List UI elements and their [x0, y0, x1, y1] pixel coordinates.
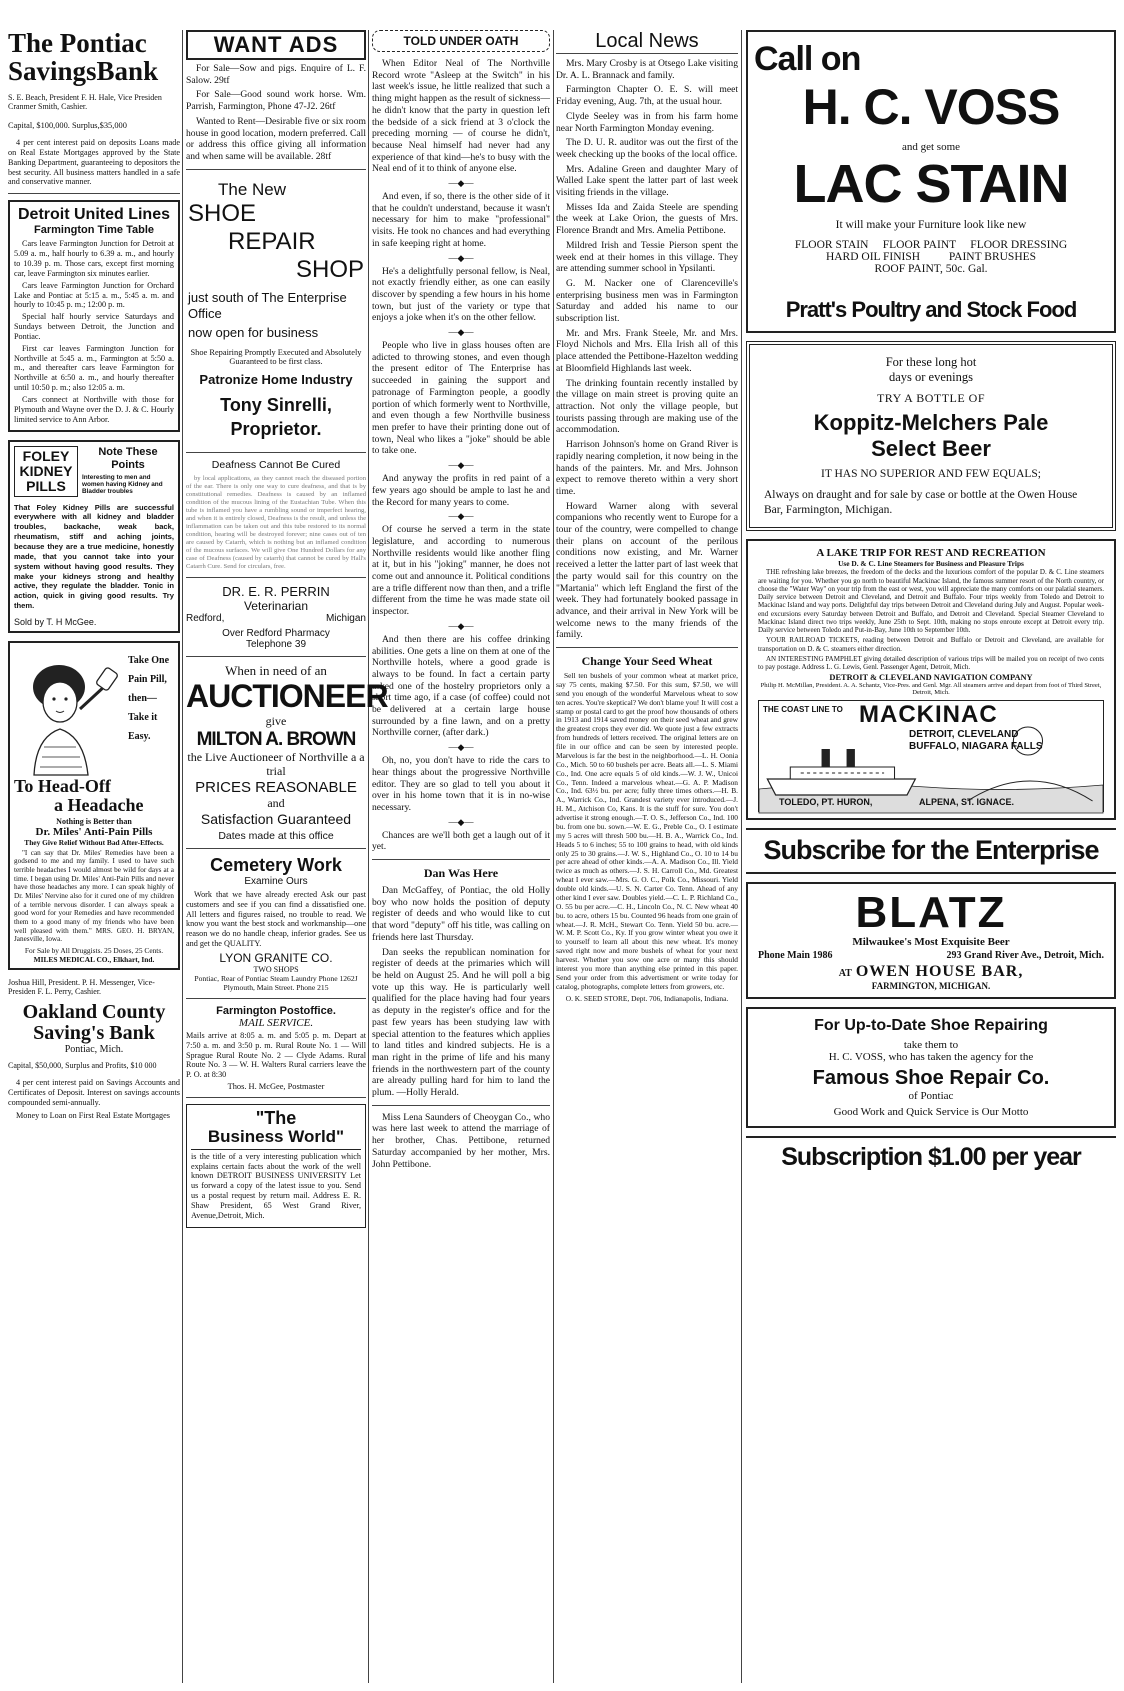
news-item-7: Mildred Irish and Tessie Pierson spent the week end at their homes in this village. They are attending summer school in Ypsilanti.: [556, 239, 738, 275]
ornament-divider: —◆—: [448, 742, 474, 753]
dul-text-4: First car leaves Farmington Junction for Northville at 5:45 a. m., Farmington at 5:50 a. m., and thereafter cars leave Farmington for Northville at 6:50 a. m., and hourly thereafter until 10:50 p. m.; also 12:05 a. m.: [14, 343, 174, 393]
blatz-house: OWEN HOUSE BAR,: [855, 963, 1024, 981]
news-item-10: The drinking fountain recently installed by the village on main street is proving quite an attraction. Not only the village people, but tourists passing through are making use of the accommodation.: [556, 377, 738, 436]
told-under-oath-title: TOLD UNDER OATH: [372, 30, 550, 52]
dan-p1: Dan McGaffey, of Pontiac, the old Holly boy who now holds the position of deputy register of deeds and who would like to cut that word "deputy" off his title, was calling on friends here last Thursday.: [372, 885, 550, 943]
oak-officers: Joshua Hill, President. P. H. Messenger, Vice-Presiden F. L. Perry, Cashier.: [8, 977, 155, 996]
dan-title: Dan Was Here: [423, 866, 499, 881]
perrin-name: DR. E. R. PERRIN: [222, 584, 330, 600]
steamer-illustration: [758, 700, 1104, 812]
bank-name: The Pontiac SavingsBank: [8, 28, 159, 86]
blatz-phone: Phone Main 1986: [758, 950, 833, 962]
want-ad-2: For Sale—Good sound work horse. Wm. Parrish, Farmington, Phone 47-J2. 26tf: [186, 89, 366, 113]
foley-small: Interesting to men and women having Kidney and Bladder troubles: [82, 473, 163, 495]
voss-list-1: FLOOR STAIN FLOOR PAINT FLOOR DRESSING: [794, 238, 1068, 251]
news-item-6: Misses Ida and Zaida Steele are spending the week at Lake Orion, the guests of Mrs. Florence Brandt and Mrs. Amelia Pettibone.: [556, 201, 738, 237]
auctioneer-ad: [186, 663, 388, 842]
bw-title: Business World": [191, 1128, 361, 1150]
oak-town: Pontiac, Mich.: [64, 1043, 124, 1055]
postoffice-notice: [186, 1005, 366, 1091]
cem-addr-1: Pontiac, Rear of Pontiac Steam Laundry Phone 1262J: [194, 973, 358, 983]
rep-head: For Up-to-Date Shoe Repairing: [814, 1017, 1048, 1035]
shoe-line-3: SHOP: [295, 255, 364, 283]
dul-timetable-ad: [8, 200, 180, 432]
deaf-title: Deafness Cannot Be Cured: [211, 458, 341, 471]
local-news-title: Local News: [556, 30, 738, 54]
miles-product-name: Dr. Miles' Anti-Pain Pills: [35, 825, 153, 838]
dul-text-2: Cars leave Farmington Junction for Orchard Lake and Pontiac at 5:15 a. m., 5:45 a. m. and hourly to 10:45 p. m.; 12:00 p. m.: [14, 280, 174, 310]
oakland-bank-ad: [8, 978, 180, 1121]
po-text: Mails arrive at 8:05 a. m. and 5:05 p. m. Depart at 7:50 a. m. and 3:50 p. m. Rural Route No. 1 — Will Sprague Rural Route No. 2 — Clyde Adams. Rural Route No. 3 — W. H. Walters Rural carriers leave the P. O. at 8:30: [186, 1030, 366, 1080]
oath-p3: He's a delightfully personal fellow, is Neal, not exactly friendly either, as one can easily discover by spending a few hours in his home town, but just of the variety or type that enjoys a joke when it's on the other fellow.: [372, 265, 550, 324]
po-sign: Thos. H. McGee, Postmaster: [227, 1082, 325, 1092]
po-subtitle: MAIL SERVICE.: [238, 1016, 314, 1029]
oath-p1: When Editor Neal of The Northville Record wrote "Asleep at the Switch" in his last week's issue, he little realized that such a thing might happen as the result of sickness—he didn't know that the party in question left the bedside of a sick friend at 3 o'clock the preceding morning — of course he didn't, because Neal himself had never had any experience of that kind—he's to busy with the Neal end of it to think of anyone else.: [372, 58, 550, 175]
auc-dates: Dates made at this office: [218, 829, 334, 842]
lake-mackinac: MACKINAC: [859, 701, 998, 729]
blatz-contact: [758, 950, 1104, 961]
voss-stain: LAC STAIN: [793, 153, 1069, 214]
column-5: [746, 30, 1116, 1683]
beer-line-1: For these long hot: [885, 354, 977, 369]
voss-get: and get some: [901, 140, 961, 153]
want-ad-3: Wanted to Rent—Desirable five or six room house in good location, modern preferred. Call or address this office giving all information and when same will be available. 28tf: [186, 115, 366, 162]
auc-big: AUCTIONEER: [186, 678, 388, 715]
lake-cities-3: TOLEDO, PT. HURON,: [779, 797, 873, 808]
shoe-small: Shoe Repairing Promptly Executed and Absolutely Guaranteed to be first class.: [190, 348, 362, 367]
news-item-12: Howard Warner along with several companions who recently went to Europe for a tour of the country, were compelled to change their plans on account of the perilous conditions now existing, and Mr. Warner received a letter the latter part of last week that the party would sail for this country on the "Martania" which left England the first of the week. They had fortunately booked passage in advance, and their arrival in New York will be welcome news to the many friends of the family.: [556, 500, 738, 641]
news-item-4: The D. U. R. auditor was out the first of the week checking up the books of the local office.: [556, 137, 738, 160]
ornament-divider: —◆—: [448, 178, 474, 189]
pontiac-bank-ad: [8, 30, 180, 187]
seed-text: Sell ten bushels of your common wheat at market price, say 75 cents, making $7.50. For this sum, $7.50, we will send you enough of the wonderful Marvelous wheat to sow ten acres. You're skeptical? We don't blame you! It will cost a stamp or postal card to get the proof how thousands of others in 1913 and 1914 saved money on their seed wheat and grew the greatest crops they ever did. We quote just a few extracts from hundreds of letters received. The original letters are on file in our office and can be seen by interested people. Marvelous is far the best in the neighborhood.—L. H. Oonia Co., Mich. 50 to 60 bushels per acre. Beats all.—L. S. Miami Co., Ind. One acre equals 5 of old kinds.—W. J. W., Unicoi Co., Tenn. Indeed a marvelous wheat.—G. A. P. Madison Co., Ind. 63½ bu. per acre; fully three times others.—H. B. A., Warrick Co., Ind. Grandest variety ever introduced.—J. H. M., Atchison Co, Kans. It is the stuff for sure. You don't advertise it strong enough.—T. O. S., Jefferson Co., Ind. 100 bu. from one bu. sown.—W. E. G., Preble Co., O. I estimate my 5 acres will thresh 500 bu.—H. B. A., Warrick Co., Ind. Heads 5 to 6 inches; 55 to 100 grains to head, with old kinds only 25 to 30 grains.—J. W. S., Highland Co., O. 10 to 14 bu per acre ahead of other kinds.—A. A. Madison Co., Ill. Yield twice as much as others.—J. S. H. Carroll Co., Md. Greatest wheat I ever saw.—Mrs. G. O. C., Polk Co., Missouri. Yield double old kinds.—U. S. N. Carter Co. Tenn. Ahead of any other kind I ever saw. Doubles yield.—C. L. P. Richland Co., O. 55 bu per acre.—C. H., Lincoln Co., N. C. New wheat 40 bu. to acre, others 15 bu. Counted 96 heads from one grain of wheat.—J. R. McH., Stewart Co. Tenn. Yield 50 bu. acre.—W. M. P. Scott Co., Ky. If you grow winter wheat you owe it to yourself to learn all about this new wheat. It's money saved right now and more bushels of wheat for your next harvest. Whether you sow one acre or many this should interest you more than anything else printed in this paper. Send your order from this advertisment or write today for catalog, photographs, complete letters from growers, etc.: [556, 671, 738, 991]
rep-take: take them to: [903, 1039, 959, 1052]
news-item-2: Farmington Chapter O. E. S. will meet Friday evening, Aug. 7th, at the usual hour.: [556, 84, 738, 108]
lake-pamphlet: AN INTERESTING PAMPHLET giving detailed description of various trips will be mailed you on receipt of two cents to pay postage. Address L. G. Lewis, Genl. Passenger Agent, Detroit, Mich.: [758, 654, 1104, 672]
ornament-divider: —◆—: [448, 252, 474, 263]
ornament-divider: —◆—: [448, 816, 474, 827]
blatz-ad: [746, 882, 1116, 999]
column-1: [8, 30, 180, 1683]
news-item-9: Mr. and Mrs. Frank Steele, Mr. and Mrs. Floyd Nichols and Mrs. Ella Irish all of this place attended the Pettibone-Hazelton wedding at Bloomfield Highlands last week.: [556, 327, 738, 374]
dul-text-3: Special half hourly service Saturdays and Sundays between Detroit, the Junction and Pontiac.: [14, 312, 174, 341]
woman-portrait-illustration: [14, 647, 124, 777]
rep-famous: Famous Shoe Repair Co.: [812, 1067, 1050, 1090]
oath-p2: And even, if so, there is the other side of it that he couldn't understand, because it wasn't necessary for him to make "professional" visits. He took no chances and had everything in safe keeping right at home.: [372, 191, 550, 249]
oath-p9: Chances are we'll both get a laugh out of it yet.: [372, 829, 550, 853]
voss-make: It will make your Furniture look like new: [835, 218, 1027, 231]
bank-text: 4 per cent interest paid on deposits Loans made on Real Estate Mortgages approved by the State Banking Department, guaranteeing to depositors the best security. All business matters handled in a safe and conservative manner.: [8, 138, 180, 187]
auc-give: give: [265, 714, 287, 729]
perrin-ad: [186, 584, 366, 650]
po-title: Farmington Postoffice.: [216, 1004, 336, 1017]
dul-subtitle: Farmington Time Table: [34, 224, 154, 237]
voss-list-2: HARD OIL FINISH PAINT BRUSHES: [825, 250, 1037, 263]
shoe-line-1: SHOE: [188, 199, 257, 227]
want-ads-title: WANT ADS: [186, 30, 366, 60]
blatz-at: AT: [838, 968, 852, 980]
lake-tickets: YOUR RAILROAD TICKETS, reading between Detroit and Buffalo or Detroit and Cleveland, are available for transportation on D. & C. steamers either direction.: [758, 636, 1104, 653]
auc-need: When in need of an: [225, 663, 327, 679]
news-item-1: Mrs. Mary Crosby is at Otsego Lake visiting Dr. A. L. Brannack and family.: [556, 58, 738, 81]
lake-company: DETROIT & CLEVELAND NAVIGATION COMPANY: [829, 673, 1033, 683]
shoe-patron: Patronize Home Industry: [199, 372, 353, 388]
seed-title: Change Your Seed Wheat: [581, 654, 713, 669]
rep-of: of Pontiac: [908, 1090, 954, 1103]
beer-name-1: Koppitz-Melchers Pale: [813, 409, 1049, 435]
miles-head-1: To Head-Off: [14, 775, 111, 796]
shoe-line-2: REPAIR: [228, 227, 316, 255]
subscribe-banner: Subscribe for the Enterprise: [746, 828, 1116, 874]
blatz-town: FARMINGTON, MICHIGAN.: [871, 981, 991, 992]
perrin-right: Michigan: [325, 613, 366, 625]
oath-p8: Oh, no, you don't have to ride the cars to hear things about the progressive Northville editor. They are so glad to tell you about it over in his home town that it is in no-wise necessary.: [372, 755, 550, 813]
news-item-8: G. M. Nacker one of Clarenceville's enterprising business men was in Farmington Saturday and added his name to our subscription list.: [556, 277, 738, 325]
shoe-proprietor: Tony Sinrelli, Proprietor.: [220, 395, 332, 440]
shoe-the-new: The New: [218, 179, 287, 199]
bw-text: is the title of a very interesting publication which explains certain facts about the work of the well known DETROIT BUSINESS UNIVERSITY Let us forward a copy of the latest issue to you. Send us a postal request by return mail. Address E. R. Shaw President, 65 West Grand River, Avenue,Detroit, Mich.: [191, 1151, 361, 1220]
lake-cities-2: BUFFALO, NIAGARA FALLS: [909, 741, 1043, 753]
cemetery-ad: [186, 855, 366, 992]
miles-side-text: Take One Pain Pill, then— Take it Easy.: [128, 654, 170, 742]
bw-the: "The: [255, 1108, 297, 1129]
blatz-address: 293 Grand River Ave., Detroit, Mich.: [946, 950, 1104, 962]
auc-and: and: [267, 795, 285, 810]
blatz-tag: Milwaukee's Most Exquisite Beer: [852, 936, 1010, 949]
want-ad-1: For Sale—Sow and pigs. Enquire of L. F. Salow. 29tf: [186, 63, 366, 86]
miles-head-2: a Headache: [54, 794, 144, 815]
miss-saunders-item: Miss Lena Saunders of Cheoygan Co., who was here last week to attend the marriage of her brother, Chas. Pettibone, returned Saturday accompanied by her mother, Mrs. John Pettibone.: [372, 1111, 550, 1170]
news-item-11: Harrison Johnson's home on Grand River is rapidly nearing completion, it now being in the hands of the painters. Mr. and Mrs. Johnson expect to remove thereto within a very short time.: [556, 439, 738, 497]
deafness-ad: [186, 459, 366, 571]
oak-text: 4 per cent interest paid on Savings Accounts and Certificates of Deposit. Interest on savings accounts compounded semi-annually.: [8, 1077, 180, 1107]
business-world-ad: [186, 1104, 366, 1227]
rep-motto: Good Work and Quick Service is Our Motto: [833, 1106, 1029, 1119]
oak-capital: Capital, $50,000, Surplus and Profits, $10 000: [8, 1060, 157, 1070]
foley-sold: Sold by T. H McGee.: [14, 616, 97, 627]
beer-name-2: Select Beer: [871, 435, 991, 461]
column-3: [372, 30, 550, 1683]
perrin-tel: Telephone 39: [245, 639, 307, 651]
lake-officers: Philip H. McMillan, President. A. A. Schantz, Vice-Pres. and Genl. Mgr. All steamers arrive and depart from foot of Third Street, Detroit, Mich.: [760, 682, 1102, 697]
auc-name: MILTON A. BROWN: [196, 729, 356, 751]
lake-title: A LAKE TRIP FOR REST AND RECREATION: [816, 547, 1046, 560]
blatz-name: BLATZ: [855, 888, 1007, 938]
lake-coast: THE COAST LINE TO: [763, 705, 843, 715]
miles-company: MILES MEDICAL CO., Elkhart, Ind.: [33, 954, 155, 964]
voss-name: H. C. VOSS: [802, 79, 1060, 135]
seed-sign: O. K. SEED STORE, Dept. 706, Indianapolis, Indiana.: [565, 993, 729, 1003]
foley-name: FOLEY KIDNEY PILLS: [14, 446, 78, 496]
cem-company: LYON GRANITE CO.: [219, 950, 333, 965]
beer-try: TRY A BOTTLE OF: [876, 390, 986, 405]
voss-lac-stain-ad: [746, 30, 1116, 333]
dul-text-1: Cars leave Farmington Junction for Detroit at 5.09 a. m., half hourly to 6.39 a. m., and hourly to 10.39 p. m. Those cars, except first morning car, leave Farmington six minutes earlier.: [14, 239, 174, 278]
auc-prices: PRICES REASONABLE: [195, 778, 357, 796]
oath-p4: People who live in glass houses often are adicted to throwing stones, and even though the present editor of The Enterprise has succeeded in gaining the support and patronage of Farmington people, a goodly portion of which formerly went to Northville, and even though a few Northville business men prefer to have their printing done out of town, Neal who likes a "joke" should be able to take one.: [372, 340, 550, 457]
miles-sale: For Sale by All Druggists. 25 Doses, 25 Cents.: [24, 945, 164, 955]
column-4: [556, 30, 738, 1683]
miles-pills-ad: [8, 641, 180, 970]
oath-p7: And then there are his coffee drinking abilities. One gets a line on them at one of the Northville hotels, where a good grade is always to be found. In fact a certain party asked one of the hostelry proprietors only a short time ago, if a case (of coffee) could not be delivered at a certain large house surrounded by a fine lawn, and on a pretty Northville corner, (after dark.): [372, 633, 550, 739]
cem-shops: TWO SHOPS: [253, 964, 299, 974]
auc-desc: the Live Auctioneer of Northville a a trial: [187, 750, 365, 779]
shoe-open: now open for business: [188, 325, 319, 341]
beer-text: Always on draught and for sale by case or bottle at the Owen House Bar, Farmington, Michigan.: [764, 488, 1078, 516]
koppitz-beer-ad: [746, 341, 1116, 532]
news-item-3: Clyde Seeley was in from his farm home near North Farmington Monday evening.: [556, 110, 738, 134]
deaf-text: by local applications, as they cannot reach the diseased portion of the ear. There is only one way to cure deafness, and that is by constitutional remedies. Deafness is caused by an inflamed condition of the mucous lining of the Eustachian Tube. When this tube is inflamed you have a rumbling sound or imperfect hearing, and when it is entirely closed, Deafness is the result, and unless the inflammation can be taken out and this tube restored to its normal condition, hearing will be destroyed forever; nine cases out of ten are caused by Catarrh, which is nothing but an inflamed condition of the mucous surfaces. We will give One Hundred Dollars for any case of Deafness (caused by catarrh) that cannot be cured by Hall's Catarrh Cure. Send for circulars, free.: [186, 474, 366, 571]
auc-satisfaction: Satisfaction Guaranteed: [200, 810, 352, 827]
ornament-divider: —◆—: [448, 511, 474, 522]
subscription-price: Subscription $1.00 per year: [746, 1136, 1116, 1172]
shoe-location: just south of The Enterprise Office: [188, 289, 347, 321]
voss-pratt: Pratt's Poultry and Stock Food: [785, 296, 1077, 322]
voss-shoe-repair-ad: [746, 1007, 1116, 1128]
beer-none: IT HAS NO SUPERIOR AND FEW EQUALS;: [820, 467, 1041, 480]
cem-title: Cemetery Work: [210, 854, 342, 875]
column-2: [186, 30, 388, 1683]
want-ads: [186, 30, 366, 163]
bank-capital: Capital, $100,000. Surplus,$35,000: [8, 121, 127, 131]
ornament-divider: —◆—: [448, 620, 474, 631]
ornament-divider: —◆—: [448, 327, 474, 338]
perrin-left: Redford,: [186, 613, 225, 625]
perrin-place: [186, 613, 366, 624]
oath-p6: Of course he served a term in the state legislature, and according to numerous Northville residents would like another fling at it, but in his "joking" manner, he does not come out and announce it. Political conditions are a trifle different now than then, and a trifle different from the time he was made state oil inspector.: [372, 524, 550, 618]
dan-p2: Dan seeks the republican nomination for register of deeds at the primaries which will be held on August 25. And he will poll a big vote up this way. He is particularly well qualified for the place having had four years as deputy in the register's office and for the past few years has been studying law with special attention to the features which applies to land titles and kindred subjects. He is a man right in the prime of life and his many friends in the northwestern part of the county are already pulling hard for him to land the plum. —Holly Herald.: [372, 946, 550, 1099]
dc-lake-trip-ad: [746, 539, 1116, 820]
oath-p5: And anyway the profits in red paint of a few years ago should be ample to last he and the Record for many years to come.: [372, 473, 550, 508]
oak-name: Oakland County Saving's Bank: [22, 1000, 166, 1044]
bank-officers: S. E. Beach, President F. H. Hale, Vice Presiden Cranmer Smith, Cashier.: [8, 93, 162, 112]
miles-testimonial: "I can say that Dr. Miles' Remedies have been a godsend to me and my family. I used to have such terrible headaches I would almost be wild for days at a time. I began using Dr. Miles' Anti-Pain Pills and never have those headaches any more. I can speak highly of Dr. Miles' Nervine also for it cured one of my children of a terrible nervous disorder. I can always speak a good word for your Remedies and have recommended them to a good many of my friends who have been well pleased with them." MRS. GEO. H. BRYAN, Janesville, Iowa.: [14, 848, 174, 944]
cem-addr-2: Plymouth, Main Street. Phone 215: [223, 982, 329, 992]
dul-text-5: Cars connect at Northville with those for Plymouth and Wayne over the D. J. & C. Hourly limited service to Ann Arbor.: [14, 394, 174, 424]
foley-head: Note These Points: [98, 446, 158, 471]
news-item-5: Mrs. Adaline Green and daughter Mary of Walled Lake spent the latter part of last week visiting friends in the village.: [556, 163, 738, 199]
foley-text: That Foley Kidney Pills are successful everywhere with all kidney and bladder troubles, backache, weak back, rheumatism, stiff and aching joints, because they are a true medicine, honestly made, that you cannot take into your system without having good results. They make your kidneys strong and healthy active, they regulate the bladder. Tonic in action, quick in giving good results. Try them.: [14, 502, 174, 611]
oak-money: Money to Loan on First Real Estate Mortgages: [16, 1111, 170, 1121]
perrin-location: Over Redford Pharmacy: [222, 628, 330, 640]
cem-text: Work that we have already erected Ask our past customers and see if you can find a dissatisfied one. All letters and figures raised, no trouble to read. We know you want the best stock and workmanship—one reason we do no handle cheap, inferior grades. See us and get the QUALITY.: [186, 889, 366, 949]
ornament-divider: —◆—: [448, 460, 474, 471]
rep-voss: H. C. VOSS, who has taken the agency for the: [828, 1051, 1034, 1064]
lake-text: THE refreshing lake breezes, the freedom of the decks and the luxurious comfort of the popular D. & C. Line steamers are waiting for you. Whether you go north to beautiful Mackinac Island, the famous summer resort of the North country, or choose the "Water Way" on your trip from the east or west, you will appreciate the many comforts on our palatial steamers. Daily service between Detroit and Cleveland, and Detroit and Buffalo. Four trips weekly from Toledo and Detroit to Mackinac Island and way ports. Delightful day trips between Detroit and Cleveland during July and August. Popular week-end excursions every Saturday between Detroit and Buffalo, and Detroit and Cleveland. Special Steamer Cleveland to Mackinac Island direct two trips weekly, June 25th to Sept. 10th, making no stops enroute except at Detroit every trip. Daily service between Toledo and Put-in-Bay, June 10th to September 10th.: [758, 568, 1104, 635]
miles-relief: They Give Relief Without Bad After-Effects.: [24, 837, 164, 847]
cem-sub: Examine Ours: [244, 875, 308, 887]
foley-pills-ad: [8, 440, 180, 633]
miles-nothing: Nothing is Better than: [56, 816, 132, 826]
beer-line-2: days or evenings: [888, 369, 973, 384]
lake-cities-4: ALPENA, ST. IGNACE.: [919, 797, 1015, 808]
lake-cities-1: DETROIT, CLEVELAND: [909, 729, 1019, 741]
perrin-title: Veterinarian: [243, 599, 309, 614]
voss-list-3: ROOF PAINT, 50c. Gal.: [874, 262, 988, 275]
dul-title: Detroit United Lines: [17, 206, 170, 224]
shoe-repair-ad: [186, 176, 366, 446]
lake-subtitle: Use D. & C. Line Steamers for Business and Pleasure Trips: [838, 559, 1024, 569]
voss-call: Call on: [754, 40, 861, 78]
